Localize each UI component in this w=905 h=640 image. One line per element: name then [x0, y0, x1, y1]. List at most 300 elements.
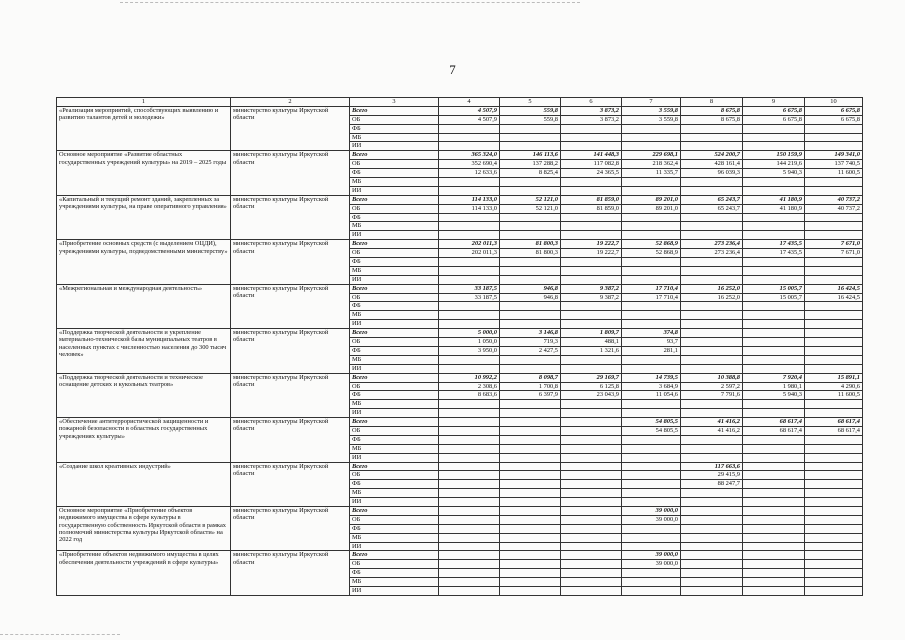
value-cell: 81 859,0: [561, 195, 622, 204]
value-cell: [439, 471, 500, 480]
value-cell: 7 920,4: [743, 373, 805, 382]
value-cell: [439, 578, 500, 587]
value-cell: [805, 560, 863, 569]
funding-source: ИИ: [350, 409, 439, 418]
executor-name: министерство культуры Иркутской области: [231, 240, 350, 284]
value-cell: [439, 364, 500, 373]
value-cell: 19 222,7: [561, 249, 622, 258]
value-cell: [500, 418, 561, 427]
value-cell: [439, 142, 500, 151]
value-cell: [681, 586, 743, 595]
value-cell: 3 559,8: [622, 115, 681, 124]
value-cell: [439, 355, 500, 364]
value-cell: [622, 275, 681, 284]
value-cell: [439, 542, 500, 551]
table-row: [57, 418, 863, 427]
value-cell: [622, 498, 681, 507]
value-cell: 40 737,2: [805, 195, 863, 204]
value-cell: [439, 222, 500, 231]
value-cell: [622, 178, 681, 187]
value-cell: 946,8: [500, 293, 561, 302]
value-cell: [743, 542, 805, 551]
value-cell: [439, 489, 500, 498]
value-cell: [743, 444, 805, 453]
value-cell: [743, 320, 805, 329]
value-cell: [561, 124, 622, 133]
funding-source: ФБ: [350, 302, 439, 311]
value-cell: [622, 124, 681, 133]
value-cell: [805, 133, 863, 142]
value-cell: [500, 178, 561, 187]
funding-source: МБ: [350, 222, 439, 231]
value-cell: [622, 400, 681, 409]
value-cell: 8 675,8: [681, 106, 743, 115]
value-cell: [561, 355, 622, 364]
funding-source: Всего: [350, 551, 439, 560]
executor-name: министерство культуры Иркутской области: [231, 106, 350, 150]
value-cell: 229 698,1: [622, 151, 681, 160]
value-cell: [439, 213, 500, 222]
funding-source: ИИ: [350, 275, 439, 284]
value-cell: [681, 524, 743, 533]
value-cell: [439, 266, 500, 275]
value-cell: [743, 346, 805, 355]
scan-edge-top: [120, 2, 580, 3]
value-cell: [561, 418, 622, 427]
value-cell: [681, 186, 743, 195]
value-cell: [805, 186, 863, 195]
funding-source: ИИ: [350, 186, 439, 195]
value-cell: 10 992,2: [439, 373, 500, 382]
value-cell: [681, 551, 743, 560]
value-cell: [561, 275, 622, 284]
value-cell: [805, 524, 863, 533]
value-cell: [500, 515, 561, 524]
value-cell: [500, 462, 561, 471]
value-cell: 3 146,8: [500, 329, 561, 338]
activity-name: «Приобретение основных средств (с выделением ОЦДИ), учреждениями культуры, подведомственными министерству»: [57, 240, 231, 284]
funding-source: ОБ: [350, 249, 439, 258]
value-cell: [439, 231, 500, 240]
value-cell: [743, 578, 805, 587]
executor-name: министерство культуры Иркутской области: [231, 151, 350, 195]
value-cell: [561, 133, 622, 142]
activity-name: «Межрегиональная и международная деятельность»: [57, 284, 231, 328]
value-cell: [439, 444, 500, 453]
value-cell: [743, 533, 805, 542]
funding-source: Всего: [350, 506, 439, 515]
value-cell: [805, 320, 863, 329]
value-cell: [805, 444, 863, 453]
value-cell: [743, 364, 805, 373]
value-cell: [439, 480, 500, 489]
value-cell: 6 125,8: [561, 382, 622, 391]
value-cell: 144 219,6: [743, 160, 805, 169]
value-cell: 52 121,0: [500, 195, 561, 204]
value-cell: [805, 355, 863, 364]
value-cell: 52 868,9: [622, 249, 681, 258]
value-cell: 4 507,9: [439, 115, 500, 124]
value-cell: 39 000,0: [622, 551, 681, 560]
value-cell: [439, 186, 500, 195]
value-cell: 1 050,0: [439, 338, 500, 347]
value-cell: [439, 551, 500, 560]
value-cell: [561, 586, 622, 595]
value-cell: [500, 258, 561, 267]
value-cell: [743, 311, 805, 320]
value-cell: [500, 302, 561, 311]
value-cell: 281,1: [622, 346, 681, 355]
value-cell: [743, 338, 805, 347]
value-cell: [500, 542, 561, 551]
value-cell: [439, 133, 500, 142]
value-cell: 137 288,2: [500, 160, 561, 169]
value-cell: [743, 506, 805, 515]
value-cell: [561, 266, 622, 275]
value-cell: [439, 435, 500, 444]
value-cell: [500, 551, 561, 560]
value-cell: 9 387,2: [561, 284, 622, 293]
value-cell: [500, 213, 561, 222]
funding-source: ОБ: [350, 560, 439, 569]
value-cell: 15 005,7: [743, 293, 805, 302]
value-cell: [500, 355, 561, 364]
activity-name: «Создание школ креативных индустрий»: [57, 462, 231, 506]
value-cell: [622, 222, 681, 231]
value-cell: [805, 515, 863, 524]
value-cell: [439, 124, 500, 133]
value-cell: [743, 355, 805, 364]
value-cell: 12 633,6: [439, 169, 500, 178]
value-cell: 3 684,9: [622, 382, 681, 391]
value-cell: 202 011,3: [439, 240, 500, 249]
value-cell: 218 362,4: [622, 160, 681, 169]
value-cell: 39 000,0: [622, 515, 681, 524]
value-cell: 114 133,0: [439, 204, 500, 213]
value-cell: [681, 275, 743, 284]
value-cell: 2 597,2: [681, 382, 743, 391]
value-cell: 40 737,2: [805, 204, 863, 213]
value-cell: [500, 586, 561, 595]
value-cell: [681, 533, 743, 542]
value-cell: [561, 524, 622, 533]
funding-source: ИИ: [350, 320, 439, 329]
value-cell: 17 435,5: [743, 249, 805, 258]
value-cell: 9 387,2: [561, 293, 622, 302]
value-cell: 88 247,7: [681, 480, 743, 489]
value-cell: [622, 569, 681, 578]
value-cell: 16 424,5: [805, 293, 863, 302]
value-cell: [500, 569, 561, 578]
value-cell: 137 740,5: [805, 160, 863, 169]
value-cell: [622, 364, 681, 373]
value-cell: [743, 124, 805, 133]
funding-source: ФБ: [350, 569, 439, 578]
value-cell: 17 710,4: [622, 293, 681, 302]
value-cell: [681, 258, 743, 267]
header-cell: 4: [439, 98, 500, 107]
value-cell: [622, 453, 681, 462]
value-cell: [439, 426, 500, 435]
funding-source: ФБ: [350, 124, 439, 133]
value-cell: [622, 355, 681, 364]
value-cell: [561, 515, 622, 524]
value-cell: [500, 320, 561, 329]
value-cell: 39 000,0: [622, 506, 681, 515]
value-cell: [439, 409, 500, 418]
value-cell: 3 873,2: [561, 106, 622, 115]
executor-name: министерство культуры Иркутской области: [231, 418, 350, 462]
value-cell: [681, 453, 743, 462]
funding-source: ОБ: [350, 204, 439, 213]
value-cell: [681, 338, 743, 347]
value-cell: [743, 569, 805, 578]
activity-name: «Поддержка творческой деятельности и укрепление материально-технической базы муниципальных театров в населенных пунктах с численностью населения до 300 тысяч человек»: [57, 329, 231, 373]
value-cell: 946,8: [500, 284, 561, 293]
funding-source: ОБ: [350, 382, 439, 391]
value-cell: [500, 231, 561, 240]
value-cell: [805, 462, 863, 471]
value-cell: [743, 186, 805, 195]
value-cell: [561, 222, 622, 231]
value-cell: 29 169,7: [561, 373, 622, 382]
value-cell: 68 617,4: [805, 418, 863, 427]
value-cell: [805, 329, 863, 338]
value-cell: [500, 266, 561, 275]
value-cell: 16 252,0: [681, 293, 743, 302]
value-cell: [622, 471, 681, 480]
scan-edge-bottom: [0, 634, 120, 635]
value-cell: [561, 213, 622, 222]
value-cell: 7 791,6: [681, 391, 743, 400]
value-cell: [561, 551, 622, 560]
funding-source: Всего: [350, 462, 439, 471]
value-cell: [439, 400, 500, 409]
header-cell: 6: [561, 98, 622, 107]
funding-source: Всего: [350, 284, 439, 293]
value-cell: [500, 480, 561, 489]
value-cell: [743, 462, 805, 471]
value-cell: [681, 124, 743, 133]
value-cell: 559,8: [500, 106, 561, 115]
value-cell: 29 415,9: [681, 471, 743, 480]
funding-source: МБ: [350, 266, 439, 275]
executor-name: министерство культуры Иркутской области: [231, 551, 350, 595]
table-row: [57, 240, 863, 249]
value-cell: [622, 444, 681, 453]
value-cell: 5 000,0: [439, 329, 500, 338]
value-cell: [805, 266, 863, 275]
value-cell: 93,7: [622, 338, 681, 347]
value-cell: [743, 231, 805, 240]
table-row: [57, 106, 863, 115]
value-cell: [743, 222, 805, 231]
value-cell: 11 600,5: [805, 169, 863, 178]
funding-source: Всего: [350, 195, 439, 204]
value-cell: 3 873,2: [561, 115, 622, 124]
value-cell: [681, 569, 743, 578]
value-cell: [681, 178, 743, 187]
table-row: [57, 506, 863, 515]
activity-name: «Поддержка творческой деятельности и техническое оснащение детских и кукольных театров»: [57, 373, 231, 417]
value-cell: 15 005,7: [743, 284, 805, 293]
value-cell: [561, 409, 622, 418]
value-cell: [561, 142, 622, 151]
funding-source: ФБ: [350, 169, 439, 178]
value-cell: [743, 275, 805, 284]
value-cell: [681, 346, 743, 355]
activity-name: «Приобретение объектов недвижимого имущества в целях обеспечения деятельности учреждений в сфере культуры»: [57, 551, 231, 595]
funding-source: МБ: [350, 311, 439, 320]
activity-name: «Обеспечение антитеррористической защищенности и пожарной безопасности в областных государственных учреждениях культуры»: [57, 418, 231, 462]
value-cell: [743, 302, 805, 311]
value-cell: [743, 435, 805, 444]
value-cell: [743, 178, 805, 187]
value-cell: [681, 355, 743, 364]
executor-name: министерство культуры Иркутской области: [231, 284, 350, 328]
funding-source: МБ: [350, 444, 439, 453]
value-cell: [439, 178, 500, 187]
funding-source: ФБ: [350, 213, 439, 222]
table-row: [57, 329, 863, 338]
value-cell: [622, 311, 681, 320]
value-cell: 141 448,3: [561, 151, 622, 160]
value-cell: 6 397,9: [500, 391, 561, 400]
funding-source: Всего: [350, 106, 439, 115]
value-cell: [805, 213, 863, 222]
value-cell: 15 891,1: [805, 373, 863, 382]
value-cell: [561, 542, 622, 551]
value-cell: 8 675,8: [681, 115, 743, 124]
value-cell: [681, 266, 743, 275]
value-cell: [500, 444, 561, 453]
value-cell: [805, 178, 863, 187]
value-cell: 96 039,3: [681, 169, 743, 178]
funding-source: ОБ: [350, 471, 439, 480]
header-cell: 10: [805, 98, 863, 107]
value-cell: [622, 266, 681, 275]
value-cell: [681, 542, 743, 551]
value-cell: [681, 133, 743, 142]
value-cell: 11 335,7: [622, 169, 681, 178]
value-cell: [500, 409, 561, 418]
value-cell: [681, 142, 743, 151]
value-cell: [743, 329, 805, 338]
value-cell: [500, 426, 561, 435]
funding-source: ОБ: [350, 115, 439, 124]
value-cell: [622, 302, 681, 311]
value-cell: [681, 311, 743, 320]
value-cell: 52 121,0: [500, 204, 561, 213]
value-cell: 16 424,5: [805, 284, 863, 293]
value-cell: [500, 311, 561, 320]
value-cell: [805, 569, 863, 578]
value-cell: [561, 435, 622, 444]
funding-source: Всего: [350, 373, 439, 382]
value-cell: [805, 275, 863, 284]
value-cell: [805, 551, 863, 560]
value-cell: [500, 142, 561, 151]
activity-name: Основное мероприятие «Приобретение объектов недвижимого имущества в сфере культуры в государственную собственность Иркутской области в рамках полномочий министерства культуры Иркутской области» на 2022 год: [57, 506, 231, 550]
value-cell: 117 082,8: [561, 160, 622, 169]
value-cell: [681, 489, 743, 498]
value-cell: [622, 409, 681, 418]
value-cell: [500, 453, 561, 462]
activity-name: Основное мероприятие «Развитие областных государственных учреждений культуры» на 2019 – 2025 годы: [57, 151, 231, 195]
value-cell: [743, 515, 805, 524]
funding-source: ОБ: [350, 515, 439, 524]
value-cell: 5 940,3: [743, 169, 805, 178]
value-cell: [743, 524, 805, 533]
activity-name: «Капитальный и текущий ремонт зданий, закрепленных за учреждениями культуры, на праве оперативного управления»: [57, 195, 231, 239]
value-cell: [500, 186, 561, 195]
value-cell: [622, 578, 681, 587]
value-cell: [805, 409, 863, 418]
value-cell: 8 098,7: [500, 373, 561, 382]
value-cell: 719,3: [500, 338, 561, 347]
value-cell: [622, 586, 681, 595]
funding-source: ФБ: [350, 258, 439, 267]
value-cell: [439, 560, 500, 569]
value-cell: [439, 275, 500, 284]
funding-source: ФБ: [350, 391, 439, 400]
value-cell: [622, 186, 681, 195]
value-cell: [561, 426, 622, 435]
funding-source: ОБ: [350, 160, 439, 169]
value-cell: 1 321,6: [561, 346, 622, 355]
funding-source: Всего: [350, 418, 439, 427]
value-cell: [439, 524, 500, 533]
value-cell: 273 236,4: [681, 249, 743, 258]
value-cell: [681, 409, 743, 418]
value-cell: 10 388,8: [681, 373, 743, 382]
value-cell: 24 365,5: [561, 169, 622, 178]
value-cell: [681, 302, 743, 311]
value-cell: [561, 178, 622, 187]
value-cell: 2 427,5: [500, 346, 561, 355]
value-cell: [743, 480, 805, 489]
value-cell: [439, 586, 500, 595]
value-cell: 150 159,9: [743, 151, 805, 160]
value-cell: 17 435,5: [743, 240, 805, 249]
value-cell: [622, 142, 681, 151]
value-cell: 559,8: [500, 115, 561, 124]
value-cell: [500, 222, 561, 231]
value-cell: 41 180,9: [743, 195, 805, 204]
value-cell: [561, 400, 622, 409]
funding-source: МБ: [350, 133, 439, 142]
value-cell: [681, 231, 743, 240]
value-cell: [500, 489, 561, 498]
value-cell: [805, 489, 863, 498]
value-cell: 16 252,0: [681, 284, 743, 293]
value-cell: [500, 400, 561, 409]
value-cell: [681, 435, 743, 444]
value-cell: [439, 515, 500, 524]
value-cell: 41 416,2: [681, 418, 743, 427]
value-cell: 52 868,9: [622, 240, 681, 249]
value-cell: 1 980,1: [743, 382, 805, 391]
value-cell: [743, 586, 805, 595]
value-cell: [622, 435, 681, 444]
funding-source: ИИ: [350, 142, 439, 151]
value-cell: 8 825,4: [500, 169, 561, 178]
value-cell: [561, 453, 622, 462]
value-cell: [743, 409, 805, 418]
value-cell: 7 671,0: [805, 240, 863, 249]
value-cell: [439, 258, 500, 267]
value-cell: [681, 329, 743, 338]
